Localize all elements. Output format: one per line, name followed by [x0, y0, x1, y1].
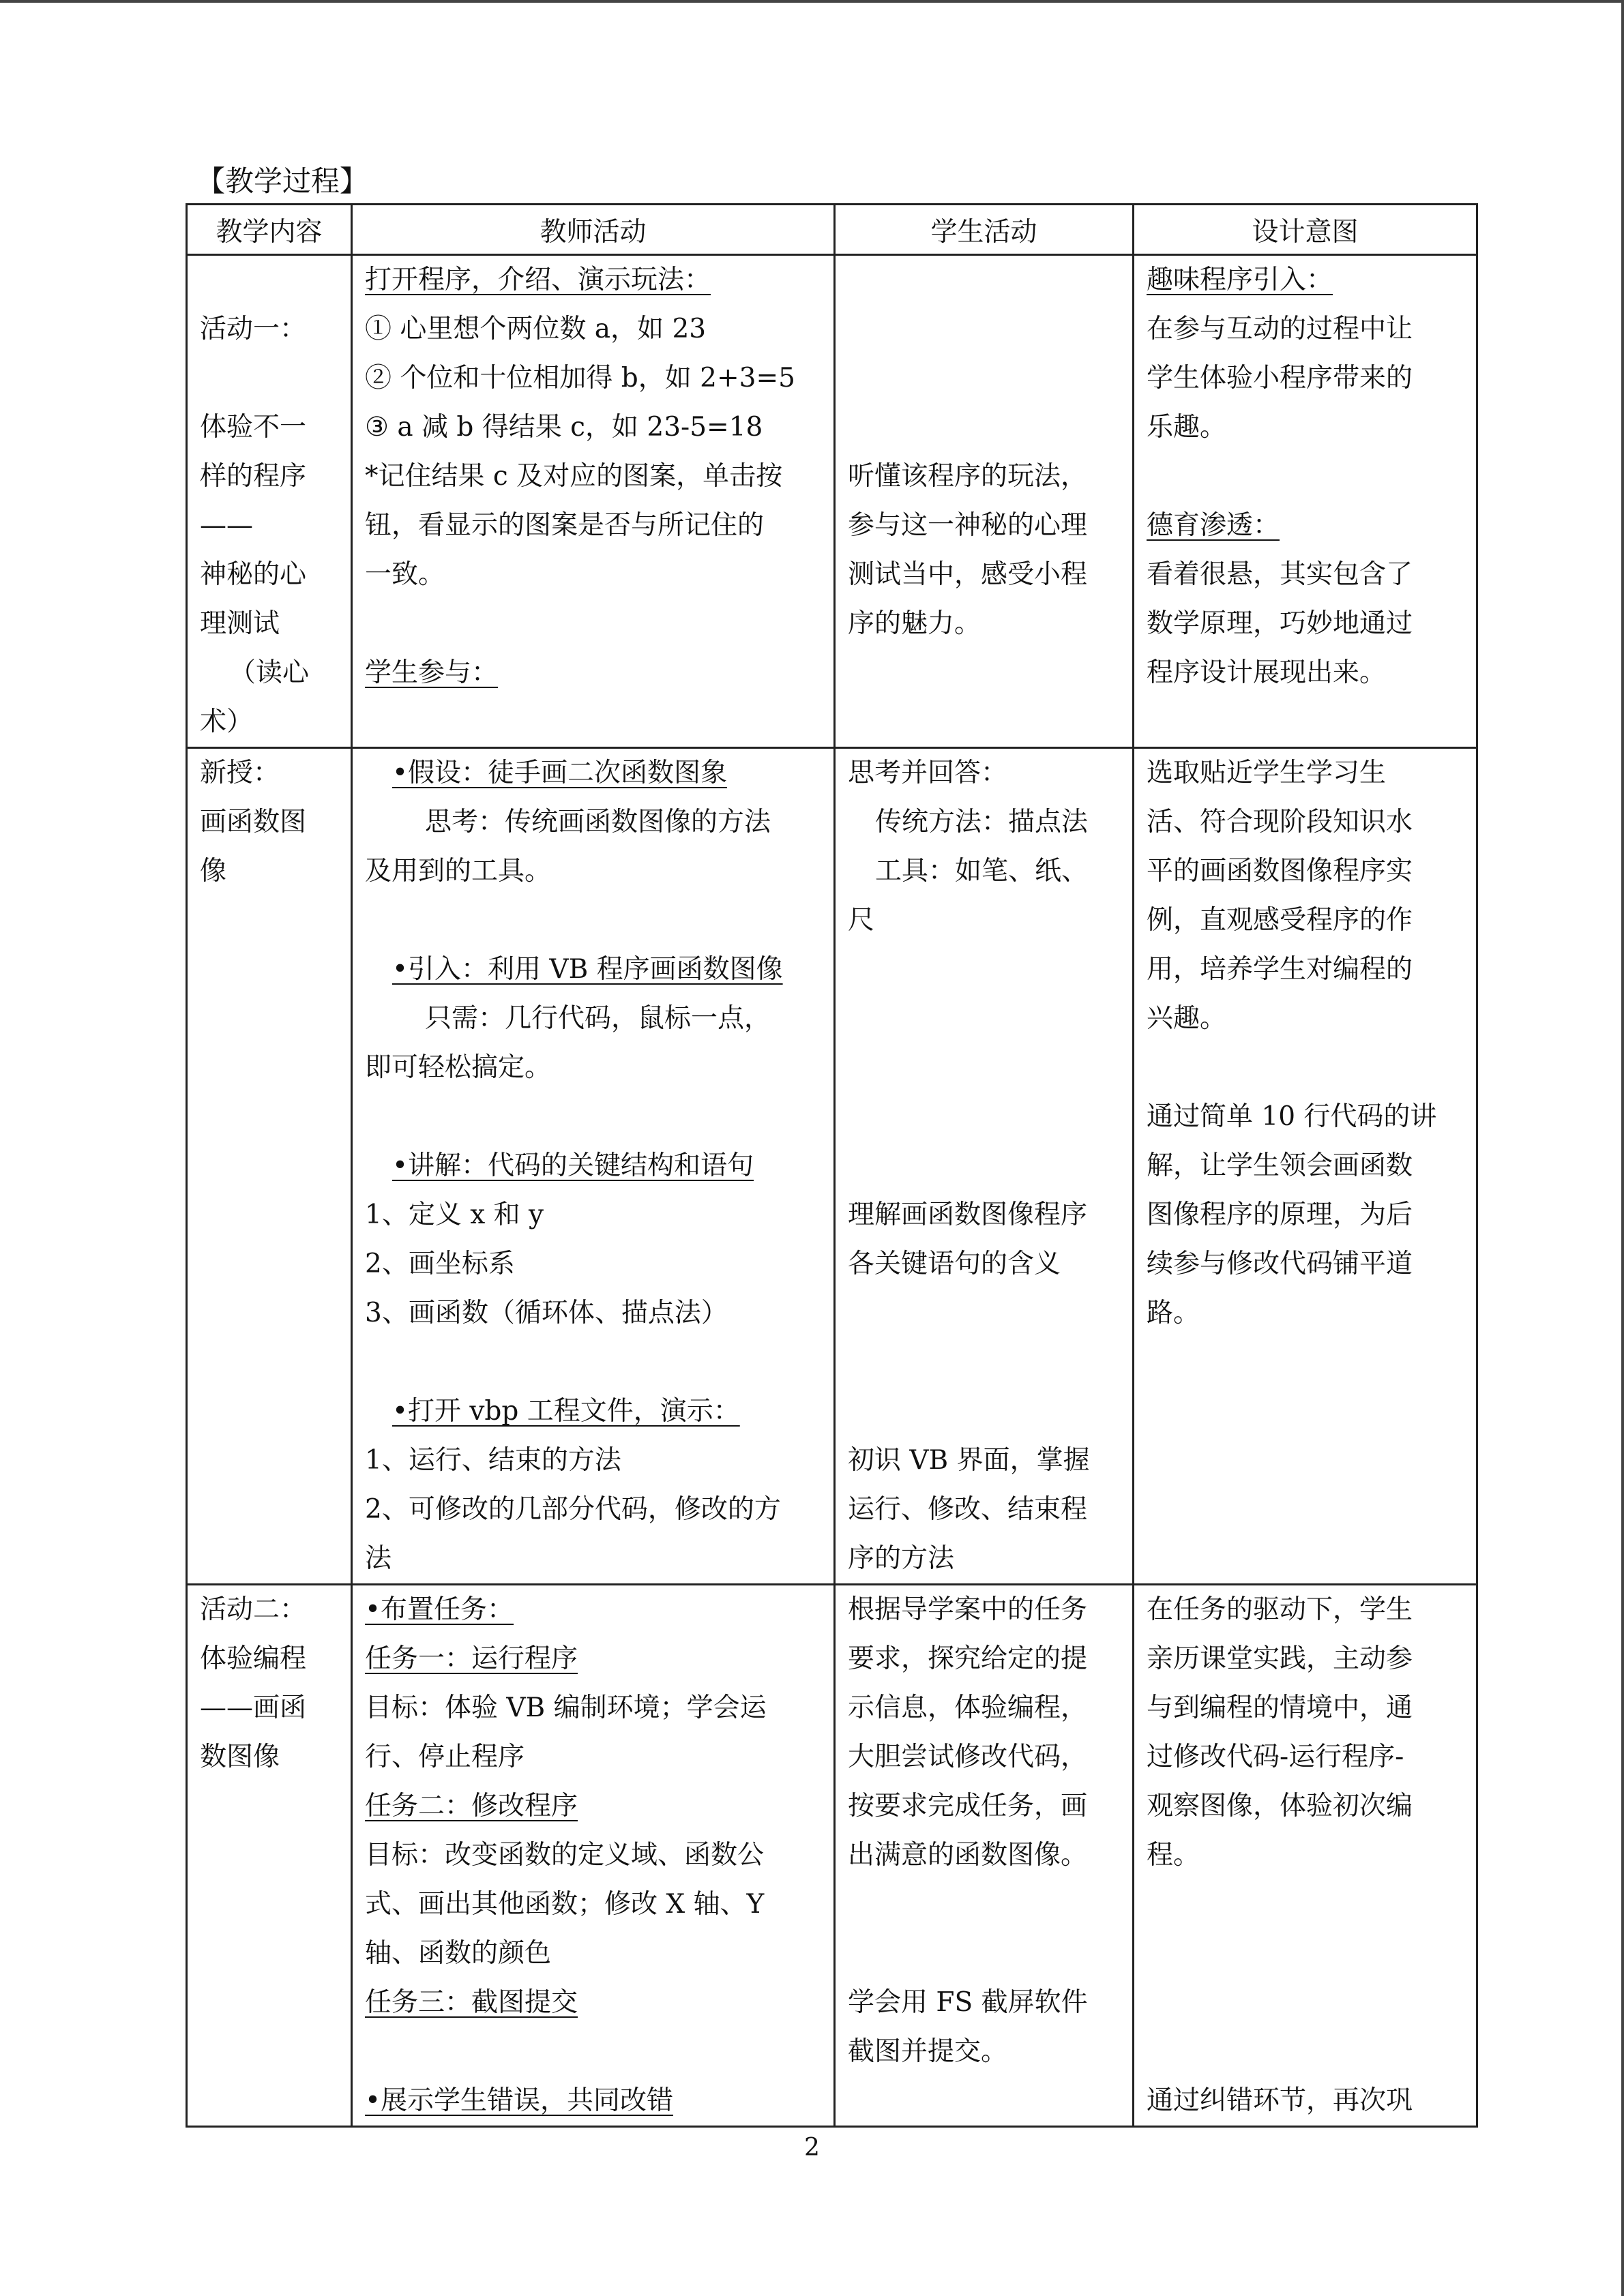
cell-line: 参与这一神秘的心理: [848, 510, 1088, 541]
cell-line: [365, 599, 821, 648]
cell-line: 初识 VB 界面，掌握: [848, 1445, 1090, 1476]
cell-line: 理测试: [200, 608, 280, 639]
cell-line: 兴趣。: [1147, 1003, 1227, 1034]
cell-line: [1147, 1929, 1464, 1978]
cell-line: [1147, 1880, 1464, 1929]
cell-line: 运行、修改、结束程: [848, 1494, 1088, 1525]
cell-line: 解，让学生领会画函数: [1147, 1150, 1413, 1181]
cell-line: 轴、函数的颜色: [365, 1938, 552, 1969]
table-row: [187, 255, 1477, 748]
cell-line: [848, 1289, 1120, 1338]
cell-line: [365, 1092, 821, 1142]
cell-line: [1147, 452, 1464, 501]
cell-line: ——画函: [200, 1693, 307, 1723]
cell-line: 新授：: [200, 758, 280, 788]
cell-line: •引入：利用 VB 程序画函数图像: [392, 954, 783, 985]
cell-line: [365, 896, 821, 945]
cell-line: 学生体验小程序带来的: [1147, 363, 1413, 393]
cell-line: 只需：几行代码，鼠标一点，: [425, 1003, 771, 1034]
table-row: [187, 1585, 1477, 2127]
cell-line: 法: [365, 1543, 392, 1574]
cell-line: 大胆尝试修改代码，: [848, 1742, 1088, 1772]
cell-line: 打开程序，介绍、演示玩法：: [365, 265, 711, 295]
cell-line: [848, 305, 1120, 354]
cell-line: 看着很悬，其实包含了: [1147, 559, 1413, 590]
cell-line: 1、定义 x 和 y: [365, 1199, 544, 1230]
cell-line: 示信息，体验编程，: [848, 1693, 1088, 1723]
cell-line: 用，培养学生对编程的: [1147, 954, 1413, 985]
cell-line: [848, 945, 1120, 994]
cell-line: 任务二：修改程序: [365, 1791, 578, 1821]
header-intent: 设计意图: [1134, 205, 1477, 255]
cell-line: [1147, 1978, 1464, 2027]
cell-line: 样的程序: [200, 461, 307, 492]
cell-line: 乐趣。: [1147, 412, 1227, 443]
cell-line: 及用到的工具。: [365, 856, 552, 886]
cell-line: 图像程序的原理，为后: [1147, 1199, 1413, 1230]
cell-line: 听懂该程序的玩法，: [848, 461, 1088, 492]
cell-line: 测试当中，感受小程: [848, 559, 1088, 590]
cell-line: 路。: [1147, 1298, 1200, 1328]
cell-line: [848, 1043, 1120, 1092]
cell-line: ③ a 减 b 得结果 c，如 23-5=18: [365, 412, 763, 443]
cell-line: 尺: [848, 905, 875, 936]
cell-line: [848, 1338, 1120, 1387]
cell-line: •展示学生错误，共同改错: [365, 2085, 674, 2116]
cell-line: *记住结果 c 及对应的图案，单击按: [365, 461, 783, 492]
cell-line: 体验编程: [200, 1643, 307, 1674]
header-student: 学生活动: [835, 205, 1134, 255]
cell-line: [848, 256, 1120, 305]
table-row: [187, 748, 1477, 1585]
cell-line: 在参与互动的过程中让: [1147, 314, 1413, 344]
header-row: [187, 205, 1477, 255]
cell-line: 通过纠错环节，再次巩: [1147, 2085, 1413, 2116]
cell-line: 1、运行、结束的方法: [365, 1445, 621, 1476]
cell-line: 神秘的心: [200, 559, 307, 590]
cell-line: •假设：徒手画二次函数图象: [392, 758, 728, 788]
cell-line: 例，直观感受程序的作: [1147, 905, 1413, 936]
header-content: 教学内容: [187, 205, 352, 255]
cell-line: 任务三：截图提交: [365, 1987, 578, 2018]
cell-line: 要求，探究给定的提: [848, 1643, 1088, 1674]
cell-line: 任务一：运行程序: [365, 1643, 578, 1674]
cell-line: 式、画出其他函数；修改 X 轴、Y: [365, 1889, 765, 1920]
cell-line: 3、画函数（循环体、描点法）: [365, 1298, 728, 1328]
page-number: 2: [804, 2134, 820, 2162]
cell-line: 通过简单 10 行代码的讲: [1147, 1101, 1437, 1132]
cell-line: 根据导学案中的任务: [848, 1594, 1088, 1625]
cell-line: 体验不一: [200, 412, 307, 443]
cell-line: 趣味程序引入：: [1147, 265, 1333, 295]
cell-line: 德育渗透：: [1147, 510, 1280, 541]
cell-line: [200, 256, 338, 305]
cell-line: 与到编程的情境中，通: [1147, 1693, 1413, 1723]
content-cell: [187, 1585, 352, 2127]
cell-line: （读心: [228, 657, 309, 688]
cell-line: 学生参与：: [365, 657, 499, 688]
cell-line: 平的画函数图像程序实: [1147, 856, 1413, 886]
cell-line: 术）: [200, 706, 254, 737]
cell-line: 序的魅力。: [848, 608, 981, 639]
cell-line: [848, 1929, 1120, 1978]
design-intent-cell: [1134, 748, 1477, 1585]
cell-line: 各关键语句的含义: [848, 1249, 1061, 1279]
cell-line: 观察图像，体验初次编: [1147, 1791, 1413, 1821]
cell-line: [848, 1880, 1120, 1929]
cell-line: 活动一：: [200, 314, 307, 344]
cell-line: 选取贴近学生学习生: [1147, 758, 1387, 788]
cell-line: [848, 1387, 1120, 1436]
cell-line: 行、停止程序: [365, 1742, 525, 1772]
cell-line: •打开 vbp 工程文件，演示：: [392, 1396, 740, 1427]
section-heading: 【教学过程】: [196, 164, 369, 198]
cell-line: [848, 1092, 1120, 1142]
cell-line: 2、可修改的几部分代码，修改的方: [365, 1494, 781, 1525]
cell-line: [848, 354, 1120, 403]
cell-line: •布置任务：: [365, 1594, 514, 1625]
header-teacher: 教师活动: [352, 205, 835, 255]
cell-line: 一致。: [365, 559, 445, 590]
cell-line: •讲解：代码的关键结构和语句: [392, 1150, 754, 1181]
cell-line: 程序设计展现出来。: [1147, 657, 1387, 688]
teaching-process-table: [186, 203, 1478, 2128]
cell-line: [1147, 2027, 1464, 2076]
cell-line: 传统方法：描点法: [875, 807, 1089, 837]
cell-line: 思考并回答：: [848, 758, 1008, 788]
cell-line: 序的方法: [848, 1543, 955, 1574]
cell-line: 活、符合现阶段知识水: [1147, 807, 1413, 837]
cell-line: 2、画坐标系: [365, 1249, 515, 1279]
cell-line: [848, 1142, 1120, 1191]
cell-line: ① 心里想个两位数 a，如 23: [365, 314, 707, 344]
student-activity-cell: [835, 255, 1134, 748]
cell-line: 工具：如笔、纸、: [875, 856, 1089, 886]
cell-line: 像: [200, 856, 227, 886]
cell-line: [848, 403, 1120, 452]
cell-line: 活动二：: [200, 1594, 307, 1625]
cell-line: 画函数图: [200, 807, 307, 837]
cell-line: 截图并提交。: [848, 2036, 1008, 2067]
cell-line: ——: [200, 510, 253, 541]
student-activity-cell: [835, 1585, 1134, 2127]
cell-line: [848, 994, 1120, 1043]
cell-line: 数学原理，巧妙地通过: [1147, 608, 1413, 639]
cell-line: 按要求完成任务，画: [848, 1791, 1088, 1821]
cell-line: 亲历课堂实践，主动参: [1147, 1643, 1413, 1674]
cell-line: [365, 1338, 821, 1387]
cell-line: [365, 2027, 821, 2076]
design-intent-cell: [1134, 1585, 1477, 2127]
cell-line: 续参与修改代码铺平道: [1147, 1249, 1413, 1279]
cell-line: 学会用 FS 截屏软件: [848, 1987, 1088, 2018]
teacher-activity-cell: [352, 1585, 835, 2127]
cell-line: 出满意的函数图像。: [848, 1840, 1088, 1870]
design-intent-cell: [1134, 255, 1477, 748]
cell-line: 在任务的驱动下，学生: [1147, 1594, 1413, 1625]
cell-line: 过修改代码-运行程序-: [1147, 1742, 1404, 1772]
cell-line: 钮，看显示的图案是否与所记住的: [365, 510, 765, 541]
cell-line: 目标：改变函数的定义域、函数公: [365, 1840, 765, 1870]
cell-line: 数图像: [200, 1742, 280, 1772]
cell-line: 理解画函数图像程序: [848, 1199, 1088, 1230]
content-cell: [187, 255, 352, 748]
cell-line: 目标：体验 VB 编制环境；学会运: [365, 1693, 767, 1723]
teacher-activity-cell: [352, 255, 835, 748]
student-activity-cell: [835, 748, 1134, 1585]
cell-line: 即可轻松搞定。: [365, 1052, 552, 1083]
cell-line: [1147, 1043, 1464, 1092]
cell-line: [200, 354, 338, 403]
cell-line: ② 个位和十位相加得 b，如 2+3=5: [365, 363, 795, 393]
cell-line: 程。: [1147, 1840, 1200, 1870]
teacher-activity-cell: [352, 748, 835, 1585]
content-cell: [187, 748, 352, 1585]
cell-line: 思考：传统画函数图像的方法: [425, 807, 771, 837]
